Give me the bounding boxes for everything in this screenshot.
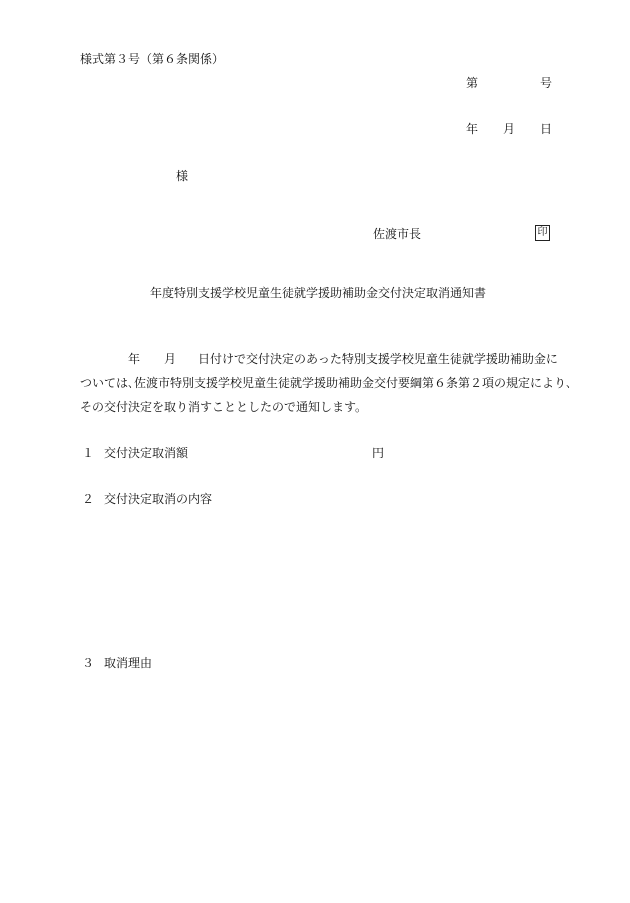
- date-month: 月: [503, 122, 516, 136]
- seal-mark: 印: [535, 225, 550, 241]
- document-title: 年度特別支援学校児童生徒就学援助補助金交付決定取消通知書: [150, 286, 487, 300]
- body-month: 月: [164, 352, 177, 366]
- date-day: 日: [540, 122, 553, 136]
- item-1-unit: 円: [372, 446, 385, 460]
- item-3-label: 取消理由: [104, 656, 153, 670]
- form-label: 様式第３号（第６条関係）: [80, 52, 225, 66]
- item-2-label: 交付決定取消の内容: [104, 492, 213, 506]
- issuer-title: 佐渡市長: [373, 227, 422, 241]
- body-year: 年: [128, 352, 141, 366]
- body-line-1-text: 日付けで交付決定のあった特別支援学校児童生徒就学援助補助金に: [198, 352, 558, 366]
- date-year: 年: [466, 122, 479, 136]
- item-1-number: １: [82, 446, 95, 460]
- doc-number-suffix: 号: [540, 76, 553, 90]
- doc-number-prefix: 第: [466, 76, 479, 90]
- item-2-number: ２: [82, 492, 95, 506]
- item-3-number: ３: [82, 656, 95, 670]
- addressee-suffix: 様: [176, 169, 189, 183]
- body-line-2: ついては､佐渡市特別支援学校児童生徒就学援助補助金交付要綱第６条第２項の規定により､: [80, 376, 573, 390]
- body-line-3: その交付決定を取り消すこととしたので通知します。: [80, 400, 368, 414]
- item-1-label: 交付決定取消額: [104, 446, 189, 460]
